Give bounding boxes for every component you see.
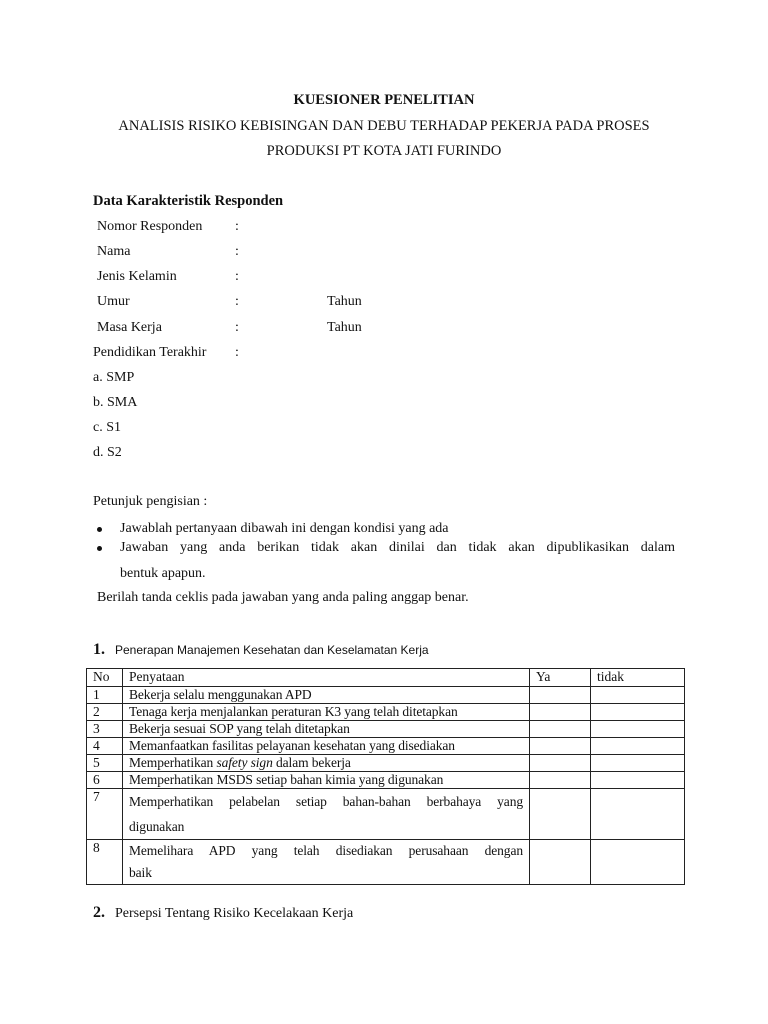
statement-line: digunakan — [129, 819, 185, 834]
row-number: 3 — [87, 721, 123, 738]
table-row — [87, 840, 685, 885]
row-statement — [123, 789, 530, 840]
table-row — [87, 772, 685, 789]
document-subtitle-line2: PRODUKSI PT KOTA JATI FURINDO — [266, 143, 502, 159]
row-number: 2 — [87, 704, 123, 721]
answer-cell-yes[interactable] — [530, 772, 591, 789]
answer-cell-no[interactable] — [591, 738, 685, 755]
field-unit: Tahun — [327, 320, 362, 335]
section-number: 1. — [93, 641, 105, 658]
field-colon: : — [235, 219, 239, 234]
respondent-section-heading: Data Karakteristik Responden — [93, 193, 284, 209]
answer-cell-no[interactable] — [591, 772, 685, 789]
column-header-no-answer: tidak — [591, 669, 685, 687]
section-number: 2. — [93, 904, 105, 921]
row-number: 7 — [87, 789, 123, 840]
answer-cell-yes[interactable] — [530, 840, 591, 885]
table-row — [87, 755, 685, 772]
section-title: Persepsi Tentang Risiko Kecelakaan Kerja — [115, 906, 354, 921]
field-label: Pendidikan Terakhir — [93, 345, 207, 360]
bullet-icon — [97, 546, 102, 551]
statement-text: dalam bekerja — [272, 755, 351, 770]
column-header-yes: Ya — [530, 669, 591, 687]
field-label: Nama — [97, 244, 131, 259]
answer-cell-yes[interactable] — [530, 789, 591, 840]
education-option-sma: b. SMA — [93, 395, 138, 410]
section1-heading — [93, 641, 429, 659]
column-header-no: No — [87, 669, 123, 687]
row-number: 6 — [87, 772, 123, 789]
row-statement — [123, 840, 530, 885]
field-label: Jenis Kelamin — [97, 269, 177, 284]
education-option-smp: a. SMP — [93, 370, 135, 385]
answer-cell-yes[interactable] — [530, 704, 591, 721]
table-row — [87, 687, 685, 704]
answer-cell-no[interactable] — [591, 840, 685, 885]
answer-cell-yes[interactable] — [530, 738, 591, 755]
question-table-section1 — [86, 668, 685, 885]
field-colon: : — [235, 269, 239, 284]
field-colon: : — [235, 320, 239, 335]
statement-line: Memelihara APD yang telah disediakan perusahaan dengan — [129, 843, 523, 858]
field-colon: : — [235, 244, 239, 259]
answer-cell-yes[interactable] — [530, 721, 591, 738]
answer-cell-no[interactable] — [591, 687, 685, 704]
document-title: KUESIONER PENELITIAN — [293, 92, 475, 108]
bullet-icon — [97, 527, 102, 532]
row-number: 8 — [87, 840, 123, 885]
instruction-text: Jawaban yang anda berikan tidak akan dinilai dan tidak akan dipublikasikan dalam — [120, 540, 675, 555]
table-row — [87, 721, 685, 738]
table-row — [87, 738, 685, 755]
answer-cell-no[interactable] — [591, 755, 685, 772]
instruction-bullet-2 — [93, 540, 675, 558]
statement-line: Memperhatikan pelabelan setiap bahan-bahan berbahaya yang — [129, 794, 523, 809]
row-number: 4 — [87, 738, 123, 755]
column-header-statement: Penyataan — [123, 669, 530, 687]
table-row — [87, 704, 685, 721]
statement-line: baik — [129, 865, 152, 880]
answer-cell-no[interactable] — [591, 721, 685, 738]
field-colon: : — [235, 345, 239, 360]
row-number: 1 — [87, 687, 123, 704]
answer-cell-yes[interactable] — [530, 687, 591, 704]
table-header-row — [87, 669, 685, 687]
instructions-heading: Petunjuk pengisian : — [93, 494, 208, 509]
instruction-text: Jawablah pertanyaan dibawah ini dengan kondisi yang ada — [120, 521, 449, 536]
section2-heading — [93, 904, 353, 922]
row-statement: Memperhatikan MSDS setiap bahan kimia yang digunakan — [123, 772, 530, 789]
row-statement: Bekerja selalu menggunakan APD — [123, 687, 530, 704]
field-colon: : — [235, 294, 239, 309]
field-unit: Tahun — [327, 294, 362, 309]
instruction-note: Berilah tanda ceklis pada jawaban yang anda paling anggap benar. — [97, 590, 469, 605]
row-statement — [123, 755, 530, 772]
row-statement: Tenaga kerja menjalankan peraturan K3 yang telah ditetapkan — [123, 704, 530, 721]
field-label: Umur — [97, 294, 130, 309]
document-subtitle-line1: ANALISIS RISIKO KEBISINGAN DAN DEBU TERHADAP PEKERJA PADA PROSES — [118, 118, 650, 134]
answer-cell-yes[interactable] — [530, 755, 591, 772]
instruction-bullet-1 — [93, 521, 675, 539]
instruction-bullet-2-continued — [93, 566, 675, 584]
row-statement: Memanfaatkan fasilitas pelayanan kesehatan yang disediakan — [123, 738, 530, 755]
row-number: 5 — [87, 755, 123, 772]
statement-text: Memperhatikan — [129, 755, 217, 770]
education-option-s1: c. S1 — [93, 420, 121, 435]
section-title: Penerapan Manajemen Kesehatan dan Keselamatan Kerja — [115, 643, 429, 657]
answer-cell-no[interactable] — [591, 704, 685, 721]
answer-cell-no[interactable] — [591, 789, 685, 840]
education-option-s2: d. S2 — [93, 445, 122, 460]
instruction-text: bentuk apapun. — [120, 566, 206, 581]
field-label: Nomor Responden — [97, 219, 203, 234]
table-row — [87, 789, 685, 840]
row-statement: Bekerja sesuai SOP yang telah ditetapkan — [123, 721, 530, 738]
field-label: Masa Kerja — [97, 320, 162, 335]
statement-italic-term: safety sign — [216, 755, 273, 770]
